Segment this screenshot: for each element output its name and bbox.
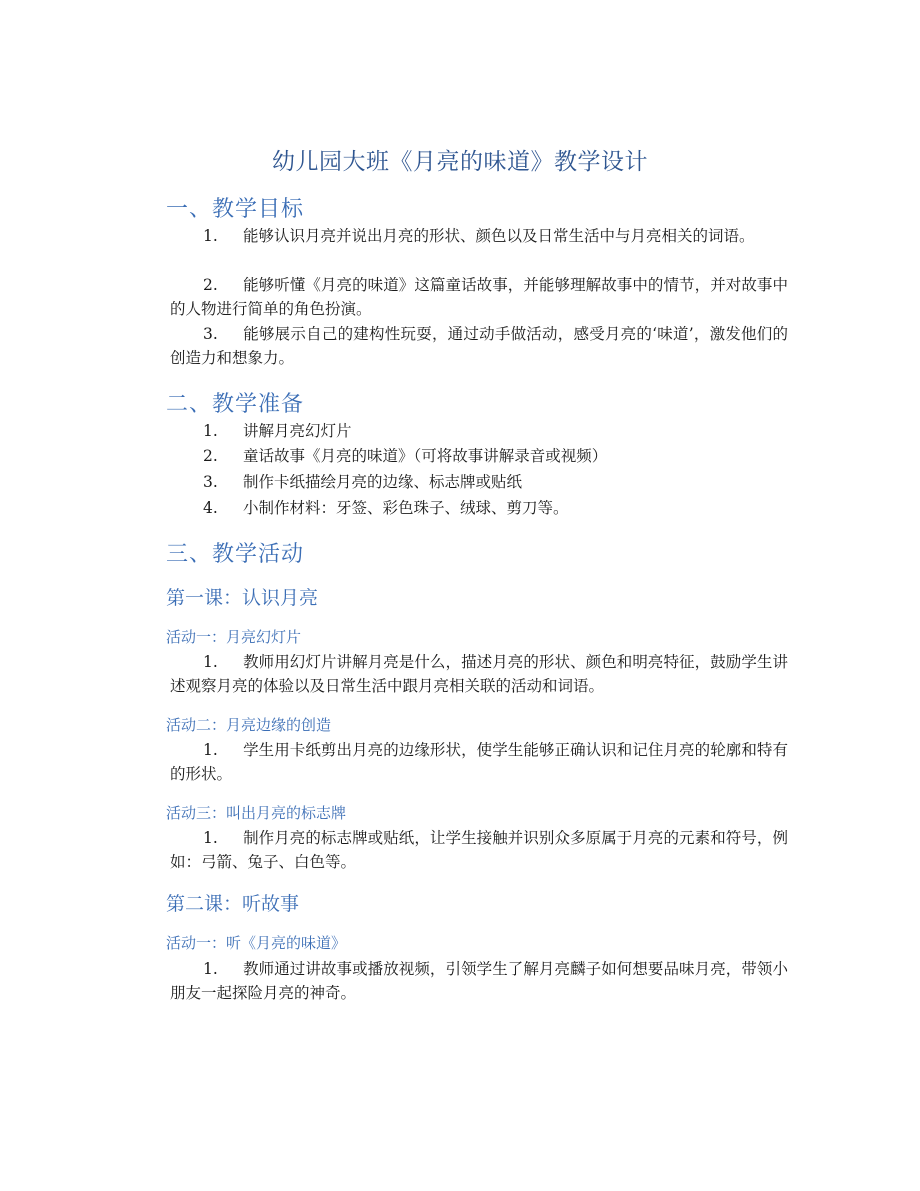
item-text: 小制作材料：牙签、彩色珠子、绒球、剪刀等。	[243, 499, 569, 517]
item-number: 3.	[203, 473, 218, 491]
activity-heading: 活动一：月亮幻灯片	[166, 628, 302, 646]
item-text: 制作卡纸描绘月亮的边缘、标志牌或贴纸	[243, 473, 523, 491]
item-text: 能够听懂《月亮的味道》这篇童话故事，并能够理解故事中的情节，并对故事中的人物进行简单的角色扮演。	[170, 276, 788, 318]
activity-heading: 活动三：叫出月亮的标志牌	[166, 804, 347, 822]
list-item	[170, 738, 788, 786]
item-number: 4.	[203, 499, 218, 517]
item-number: 1.	[203, 653, 218, 671]
list-item	[170, 273, 788, 321]
item-number: 1.	[203, 829, 218, 847]
item-text: 教师通过讲故事或播放视频，引领学生了解月亮麟子如何想要品味月亮，带领小朋友一起探险月亮的神奇。	[170, 960, 788, 1002]
list-item	[170, 650, 788, 698]
item-text: 制作月亮的标志牌或贴纸，让学生接触并识别众多原属于月亮的元素和符号，例如：弓箭、兔子、白色等。	[170, 829, 788, 871]
list-item	[170, 957, 788, 1005]
section-heading-preparation: 二、教学准备	[166, 392, 305, 417]
item-number: 2.	[203, 447, 218, 465]
item-number: 1.	[203, 741, 218, 759]
lesson-heading: 第一课：认识月亮	[166, 587, 319, 609]
section-heading-activities: 三、教学活动	[166, 542, 305, 567]
list-item	[170, 496, 788, 520]
section-heading-objectives: 一、教学目标	[166, 197, 305, 222]
item-text: 学生用卡纸剪出月亮的边缘形状，使学生能够正确认识和记住月亮的轮廓和特有的形状。	[170, 741, 788, 783]
item-text: 教师用幻灯片讲解月亮是什么，描述月亮的形状、颜色和明亮特征，鼓励学生讲述观察月亮的体验以及日常生活中跟月亮相关联的活动和词语。	[170, 653, 788, 695]
list-item	[170, 322, 788, 370]
list-item	[170, 826, 788, 874]
item-text: 讲解月亮幻灯片	[243, 422, 352, 440]
lesson-heading: 第二课：听故事	[166, 893, 300, 915]
item-number: 2.	[203, 276, 218, 294]
list-item	[170, 419, 788, 443]
activity-heading: 活动二：月亮边缘的创造	[166, 716, 332, 734]
item-number: 1.	[203, 422, 218, 440]
list-item	[170, 224, 788, 248]
document-title: 幼儿园大班《月亮的味道》教学设计	[272, 149, 648, 175]
list-item	[170, 470, 788, 494]
item-text: 能够认识月亮并说出月亮的形状、颜色以及日常生活中与月亮相关的词语。	[243, 227, 755, 245]
item-text: 能够展示自己的建构性玩耍，通过动手做活动，感受月亮的‘味道’，激发他们的创造力和想象力。	[170, 325, 788, 367]
item-number: 3.	[203, 325, 218, 343]
item-text: 童话故事《月亮的味道》（可将故事讲解录音或视频）	[243, 447, 608, 465]
item-number: 1.	[203, 227, 218, 245]
activity-heading: 活动一：听《月亮的味道》	[166, 934, 347, 952]
item-number: 1.	[203, 960, 218, 978]
list-item	[170, 444, 788, 468]
